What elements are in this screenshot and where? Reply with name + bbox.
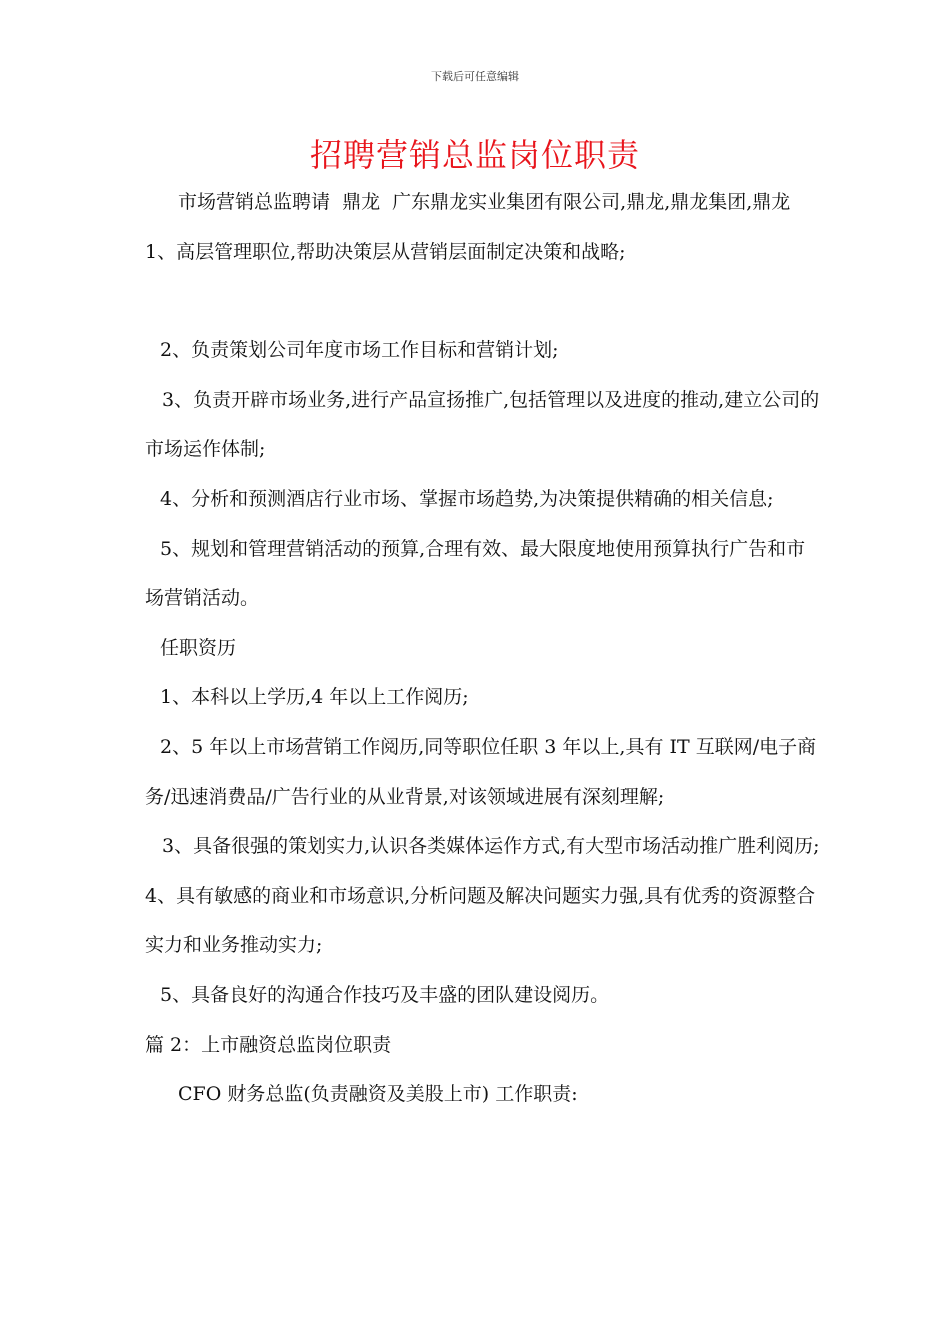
paragraph-cfo-duties: CFO 财务总监(负责融资及美股上市) 工作职责: <box>178 1083 578 1106</box>
paragraph-gap <box>145 277 820 326</box>
paragraph-intro: 市场营销总监聘请 鼎龙 广东鼎龙实业集团有限公司,鼎龙,鼎龙集团,鼎龙 1、高层管理职位,帮助决策层从营销层面制定决策和战略; <box>145 191 803 263</box>
paragraph-qual-3-4: 3、具备很强的策划实力,认识各类媒体运作方式,有大型市场活动推广胜利阅历;4、具有敏感的商业和市场意识,分析问题及解决问题实力强,具有优秀的资源整合实力和业务推动实力; <box>145 835 820 957</box>
paragraph-qual-5: 5、具备良好的沟通合作技巧及丰盛的团队建设阅历。 <box>160 983 610 1006</box>
paragraph-duty-2: 2、负责策划公司年度市场工作目标和营销计划; <box>160 339 559 362</box>
section-heading-qualifications: 任职资历 <box>160 636 237 659</box>
document-body <box>145 178 820 1120</box>
paragraph-duty-4: 4、分析和预测酒店行业市场、掌握市场趋势,为决策提供精确的相关信息; <box>160 487 774 510</box>
paragraph-qual-2: 2、5 年以上市场营销工作阅历,同等职位任职 3 年以上,具有 IT 互联网/电子商务/迅速消费品/广告行业的从业背景,对该领域进展有深刻理解; <box>145 735 817 808</box>
section-heading-part-2: 篇 2：上市融资总监岗位职责 <box>145 1033 392 1056</box>
document-title: 招聘营销总监岗位职责 <box>309 136 640 174</box>
paragraph-duty-3: 3、负责开辟市场业务,进行产品宣扬推广,包括管理以及进度的推动,建立公司的市场运作体制; <box>145 388 820 461</box>
paragraph-duty-5: 5、规划和管理营销活动的预算,合理有效、最大限度地使用预算执行广告和市场营销活动。 <box>145 537 806 610</box>
paragraph-qual-1: 1、本科以上学历,4 年以上工作阅历; <box>160 686 469 709</box>
header-note: 下载后可任意编辑 <box>431 70 519 83</box>
